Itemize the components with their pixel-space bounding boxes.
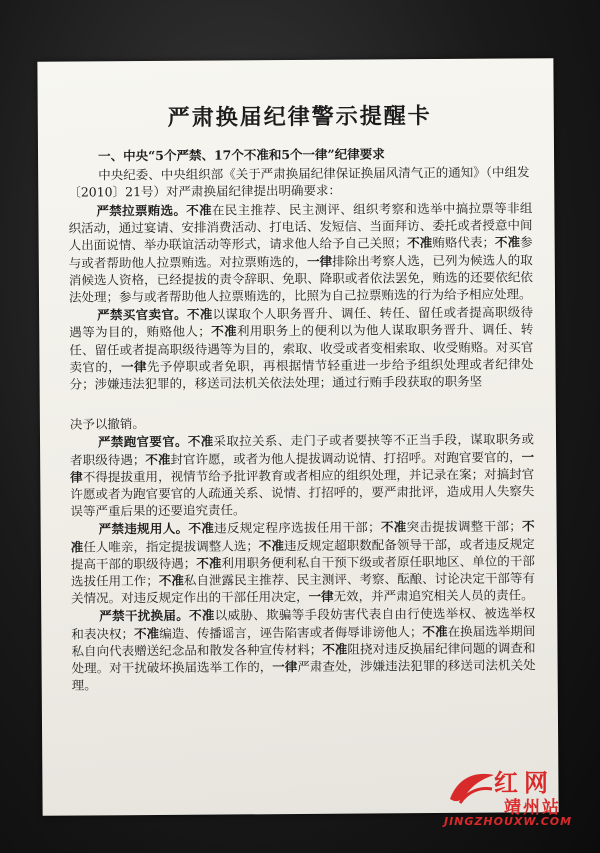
watermark-url: JINGZHOUXW.COM [444, 815, 573, 828]
rule-text: 参与或者帮助他人拉票贿选。对拉票贿选的， [68, 234, 533, 271]
rule-text: 利用职务上的便利以为他人谋取职务晋升、调任、转任、留任或者提高职级待遇等为目的，索取、收受或者变相索取、收受贿赂。对买官卖官的， [69, 321, 534, 375]
rule-text: 严肃查处，涉嫌违法犯罪的移送司法机关处理。 [71, 657, 536, 693]
rule-keyword: 不准 [407, 235, 433, 251]
rule-paragraph [70, 431, 535, 520]
rule-text: 贿赂代表； [432, 235, 496, 251]
rule-text: 利用职务便利私自干预下级或者原任职地区、单位的干部选拔任用工作； [70, 553, 535, 589]
rule-keyword: 不准 [322, 641, 348, 657]
rule-paragraph [68, 199, 533, 305]
rule-keyword: 不准 [494, 234, 521, 251]
brush-logo-icon [446, 769, 498, 807]
rule-text: 任人唯亲，指定提拔调整人选； [83, 537, 259, 555]
rule-paragraph [70, 413, 534, 433]
rule-keyword: 一律 [308, 589, 334, 605]
rule-text: 阻挠对违反换届纪律问题的调查和处理。对干扰破坏换届选举工作的， [71, 640, 536, 676]
rule-heading: 严禁违规用人。 [98, 521, 189, 537]
rule-paragraph [71, 518, 536, 607]
rule-keyword: 不准 [380, 519, 407, 535]
rule-text: 以谋取个人职务晋升、调任、转任、留任或者提高职级待遇等为目的，贿赂他人； [69, 304, 534, 341]
rule-text: 突击提拔调整干部； [406, 518, 522, 535]
rule-text: 以威胁、欺骗等手段妨害代表自由行使选举权、被选举权和表决权； [71, 605, 536, 642]
rule-text: 先予停职或者免职，再根据情节轻重进一步给予组织处理或者纪律处分；涉嫌违法犯罪的，移送司法机关依法处理；通过行贿手段获取的职务坚 [69, 356, 534, 392]
rule-keyword: 一律 [307, 253, 333, 269]
rule-text: 在民主推荐、民主测评、组织考察和选举中搞拉票等非组织活动，通过宴请、安排消费活动、打电话、发短信、当面拜访、委托或者授意中间人出面说情、举办联谊活动等形式，请求他人给予自己关照； [68, 200, 533, 254]
warning-card-paper [37, 58, 558, 816]
rule-keyword: 不准 [186, 306, 213, 322]
document-title: 严肃换届纪律警示提醒卡 [167, 103, 432, 131]
rule-text: 在换届选举期间私自向代表赠送纪念品和散发各种宣传材料； [71, 623, 536, 659]
rule-text: 违反规定程序选拔任用干部； [214, 519, 381, 537]
rule-keyword: 不准 [189, 608, 215, 624]
rule-heading: 严禁跑官要官。 [97, 434, 188, 450]
rule-text: 排除出考察人选，已列为候选人的取消候选人资格，已经提拔的责令辞职、免职、降职或者依法罢免，贿选的还要依纪依法处理；参与或者帮助他人拉票贿选的，比照为自己拉票贿选的行为给予相应处理。 [68, 251, 533, 305]
rule-keyword: 不准 [70, 518, 535, 555]
rule-keyword: 不准 [210, 323, 238, 340]
rule-keyword: 一律 [272, 659, 298, 675]
watermark [444, 763, 594, 833]
rule-text: 私自泄露民主推荐、民主测评、考察、酝酿、讨论决定干部等有关情况。对违反规定作出的干部任用决定， [71, 570, 536, 606]
rule-text: 编造、传播谣言，诬告陷害或者侮辱诽谤他人； [159, 623, 423, 641]
rule-keyword: 一律 [70, 448, 535, 485]
rule-heading: 严禁买官卖官。 [97, 306, 188, 323]
rule-keyword: 不准 [158, 572, 184, 589]
rule-keyword: 一律 [121, 358, 147, 375]
intro-text: 中央纪委、中央组织部《关于严肃换届纪律保证换届风清气正的通知》（中组发〔2010〕21号）对严肃换届纪律提出明确要求： [68, 164, 530, 200]
rule-keyword: 不准 [133, 625, 160, 641]
rule-keyword: 不准 [187, 434, 214, 450]
watermark-name: 红网 [494, 769, 554, 797]
rule-text: 不得提拔重用，视情节给予批评教育或者相应的组织处理，并记录在案；对搞封官许愿或者为跑官要官的人疏通关系、说情、打招呼的，要严肃批评，造成用人失察失误等严重后果的还要追究责任。 [70, 466, 535, 519]
rule-keyword: 不准 [258, 537, 285, 553]
rule-keyword: 不准 [188, 521, 215, 537]
rule-text: 违反规定超职数配备领导干部，或者违反规定提高干部的职级待遇； [70, 536, 535, 572]
rule-keyword: 不准 [196, 555, 222, 571]
section-heading: 一、中央“5个严禁、17个不准和5个一律”纪律要求 [97, 146, 385, 164]
rule-keyword: 不准 [186, 202, 212, 218]
rule-keyword: 不准 [422, 623, 448, 639]
paragraph-list [68, 199, 535, 694]
rule-heading: 严禁拉票贿选。 [96, 202, 187, 219]
rule-text: 无效，并严肃追究相关人员的责任。 [333, 587, 534, 605]
rule-paragraph [69, 304, 534, 393]
paragraph-gap [70, 391, 534, 416]
watermark-station: 靖州站 [504, 798, 561, 818]
rule-text: 封官许愿，或者为他人提拔调动说情、打招呼。对跑官要官的， [170, 449, 522, 467]
rule-heading: 严禁干扰换届。 [99, 608, 190, 624]
rule-keyword: 不准 [145, 451, 171, 467]
rule-paragraph [71, 605, 536, 694]
rule-text: 决予以撤销。 [69, 416, 145, 432]
rule-text: 采取拉关系、走门子或者要挟等不正当手段，谋取职务或者职级待遇； [70, 431, 535, 468]
